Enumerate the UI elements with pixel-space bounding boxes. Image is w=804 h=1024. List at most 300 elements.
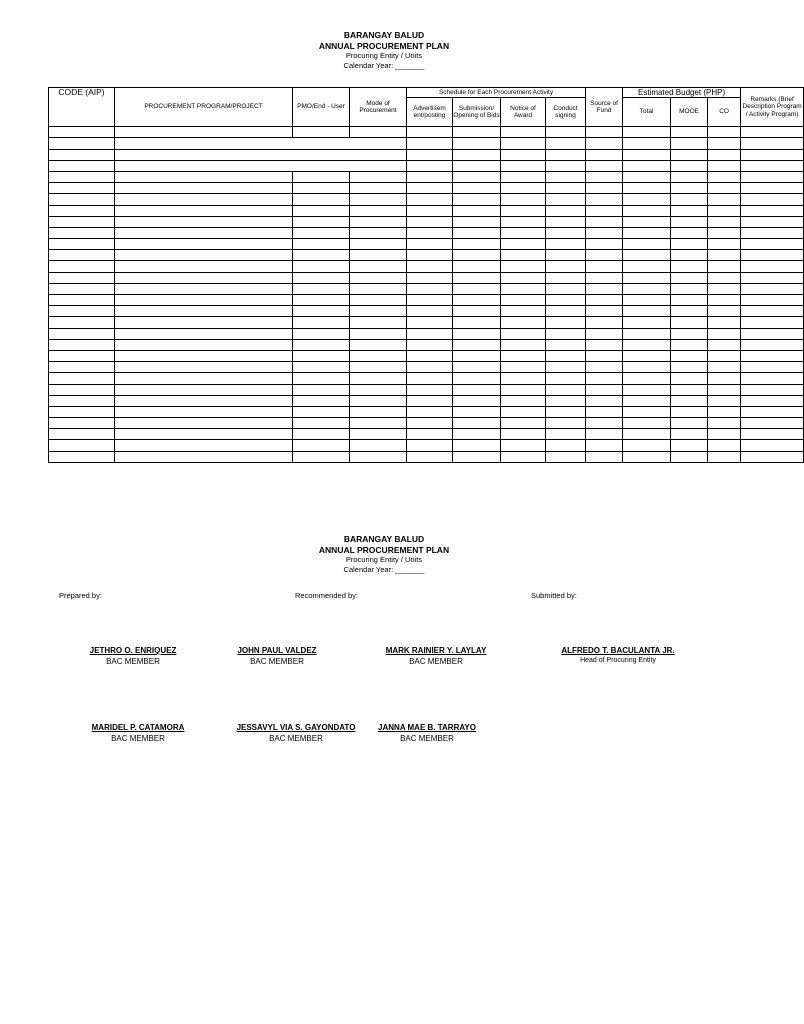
- signatory-role: BAC MEMBER: [269, 734, 323, 743]
- table-cell: [708, 384, 741, 395]
- table-cell: [741, 205, 804, 216]
- table-cell: [546, 451, 586, 462]
- table-cell: [741, 328, 804, 339]
- table-cell: [671, 373, 708, 384]
- table-cell: [293, 395, 350, 406]
- table-cell: [546, 239, 586, 250]
- table-cell: [501, 227, 546, 238]
- table-cell: [407, 250, 453, 261]
- table-cell: [350, 127, 407, 138]
- table-cell: [623, 440, 671, 451]
- signatory: [53, 723, 223, 743]
- table-cell: [741, 362, 804, 373]
- table-cell: [741, 194, 804, 205]
- table-cell: [350, 295, 407, 306]
- table-cell: [293, 306, 350, 317]
- table-cell: [741, 183, 804, 194]
- table-cell: [49, 127, 115, 138]
- table-cell: [501, 395, 546, 406]
- table-row: [49, 261, 804, 272]
- table-cell: [708, 149, 741, 160]
- table-cell: [586, 250, 623, 261]
- table-cell: [350, 451, 407, 462]
- table-row: [49, 317, 804, 328]
- table-cell: [115, 339, 293, 350]
- table-cell: [501, 160, 546, 171]
- table-cell: [453, 317, 501, 328]
- table-cell: [586, 295, 623, 306]
- table-row: [49, 194, 804, 205]
- table-cell: [546, 227, 586, 238]
- table-cell: [623, 194, 671, 205]
- table-cell: [671, 183, 708, 194]
- table-cell: [586, 429, 623, 440]
- table-cell: [708, 272, 741, 283]
- table-cell: [546, 171, 586, 182]
- table-cell: [623, 205, 671, 216]
- table-cell: [407, 384, 453, 395]
- signatory-name: JESSAVYL VIA S. GAYONDATO: [236, 723, 356, 732]
- signatory-name: JOHN PAUL VALDEZ: [237, 646, 317, 655]
- table-cell: [708, 160, 741, 171]
- table-cell: [49, 328, 115, 339]
- header-advertisement-posting: Advertisem ent/posting: [407, 98, 453, 127]
- table-cell: [115, 406, 293, 417]
- table-cell: [293, 261, 350, 272]
- table-cell: [586, 149, 623, 160]
- table-cell: [49, 250, 115, 261]
- table-cell: [49, 272, 115, 283]
- table-cell: [623, 339, 671, 350]
- table-cell: [115, 328, 293, 339]
- table-row: [49, 395, 804, 406]
- table-cell: [49, 160, 115, 171]
- table-cell: [708, 283, 741, 294]
- table-cell: [586, 339, 623, 350]
- table-row: [49, 272, 804, 283]
- table-cell: [115, 395, 293, 406]
- signatory: [533, 646, 703, 664]
- table-cell: [586, 328, 623, 339]
- table-cell: [453, 171, 501, 182]
- table-row: [49, 362, 804, 373]
- footer-procuring-entity-line: Procuring Entity / Units: [345, 555, 423, 565]
- table-cell: [293, 373, 350, 384]
- table-cell: [407, 205, 453, 216]
- table-cell: [293, 350, 350, 361]
- signatory-name: JETHRO O. ENRIQUEZ: [89, 646, 177, 655]
- table-row: [49, 440, 804, 451]
- table-cell: [741, 440, 804, 451]
- table-cell: [49, 171, 115, 182]
- table-cell: [407, 138, 453, 149]
- table-row: [49, 149, 804, 160]
- table-cell: [586, 440, 623, 451]
- table-cell: [453, 339, 501, 350]
- table-cell: [623, 451, 671, 462]
- table-cell: [115, 138, 407, 149]
- signatory-role: BAC MEMBER: [106, 657, 160, 666]
- table-cell: [546, 261, 586, 272]
- table-cell: [741, 160, 804, 171]
- table-row: [49, 429, 804, 440]
- table-cell: [407, 261, 453, 272]
- table-cell: [293, 250, 350, 261]
- table-cell: [407, 306, 453, 317]
- table-cell: [546, 216, 586, 227]
- table-cell: [671, 451, 708, 462]
- table-cell: [546, 160, 586, 171]
- table-cell: [671, 418, 708, 429]
- table-cell: [546, 362, 586, 373]
- table-cell: [115, 149, 407, 160]
- table-cell: [350, 317, 407, 328]
- table-cell: [293, 205, 350, 216]
- table-cell: [49, 149, 115, 160]
- table-cell: [708, 440, 741, 451]
- document-header: [0, 30, 768, 70]
- table-cell: [586, 451, 623, 462]
- table-cell: [501, 183, 546, 194]
- table-cell: [293, 328, 350, 339]
- table-cell: [741, 418, 804, 429]
- table-cell: [293, 239, 350, 250]
- table-cell: [350, 272, 407, 283]
- table-cell: [49, 194, 115, 205]
- table-cell: [407, 362, 453, 373]
- table-cell: [350, 373, 407, 384]
- table-cell: [350, 194, 407, 205]
- plan-title: ANNUAL PROCUREMENT PLAN: [318, 40, 450, 51]
- table-cell: [407, 395, 453, 406]
- table-row: [49, 339, 804, 350]
- table-cell: [501, 149, 546, 160]
- table-cell: [115, 194, 293, 205]
- table-cell: [708, 451, 741, 462]
- table-cell: [293, 283, 350, 294]
- table-cell: [741, 339, 804, 350]
- table-cell: [49, 183, 115, 194]
- table-cell: [586, 306, 623, 317]
- table-cell: [741, 429, 804, 440]
- table-cell: [671, 205, 708, 216]
- table-cell: [546, 406, 586, 417]
- table-cell: [115, 306, 293, 317]
- table-cell: [586, 171, 623, 182]
- table-cell: [293, 194, 350, 205]
- barangay-name: BARANGAY BALUD: [343, 30, 425, 40]
- table-cell: [49, 362, 115, 373]
- table-cell: [293, 406, 350, 417]
- table-cell: [671, 339, 708, 350]
- table-cell: [453, 205, 501, 216]
- table-row: [49, 227, 804, 238]
- table-cell: [708, 328, 741, 339]
- table-cell: [623, 406, 671, 417]
- table-cell: [407, 272, 453, 283]
- table-cell: [293, 295, 350, 306]
- table-cell: [453, 429, 501, 440]
- table-cell: [407, 406, 453, 417]
- table-cell: [546, 373, 586, 384]
- table-cell: [407, 418, 453, 429]
- table-cell: [671, 440, 708, 451]
- table-cell: [453, 261, 501, 272]
- header-total: Total: [623, 98, 671, 127]
- table-row: [49, 283, 804, 294]
- table-cell: [501, 205, 546, 216]
- table-cell: [350, 250, 407, 261]
- table-cell: [501, 418, 546, 429]
- table-cell: [671, 429, 708, 440]
- table-cell: [453, 406, 501, 417]
- table-cell: [623, 239, 671, 250]
- table-cell: [350, 406, 407, 417]
- table-cell: [586, 272, 623, 283]
- table-cell: [407, 328, 453, 339]
- table-cell: [671, 295, 708, 306]
- table-row: [49, 451, 804, 462]
- table-cell: [407, 227, 453, 238]
- table-cell: [350, 205, 407, 216]
- table-cell: [293, 171, 350, 182]
- table-cell: [115, 373, 293, 384]
- table-cell: [501, 127, 546, 138]
- table-cell: [586, 395, 623, 406]
- table-row: [49, 160, 804, 171]
- table-cell: [350, 418, 407, 429]
- table-row: [49, 418, 804, 429]
- table-cell: [407, 429, 453, 440]
- submitted-by-label: Submitted by:: [531, 591, 577, 600]
- table-row: [49, 295, 804, 306]
- table-cell: [586, 194, 623, 205]
- table-cell: [546, 328, 586, 339]
- table-cell: [453, 418, 501, 429]
- table-cell: [501, 373, 546, 384]
- header-source-of-fund: Source of Fund: [586, 88, 623, 127]
- table-cell: [49, 306, 115, 317]
- table-cell: [623, 362, 671, 373]
- table-cell: [115, 272, 293, 283]
- table-cell: [741, 306, 804, 317]
- signatory: [342, 723, 512, 743]
- table-cell: [49, 373, 115, 384]
- table-cell: [623, 216, 671, 227]
- table-cell: [350, 216, 407, 227]
- table-cell: [708, 362, 741, 373]
- table-cell: [115, 295, 293, 306]
- table-cell: [708, 138, 741, 149]
- table-cell: [407, 160, 453, 171]
- table-cell: [293, 451, 350, 462]
- table-cell: [501, 216, 546, 227]
- table-cell: [350, 395, 407, 406]
- table-cell: [546, 295, 586, 306]
- header-mode-of-procurement: Mode of Procurement: [350, 88, 407, 127]
- table-cell: [350, 306, 407, 317]
- table-cell: [407, 339, 453, 350]
- table-cell: [350, 384, 407, 395]
- table-cell: [453, 194, 501, 205]
- table-cell: [501, 283, 546, 294]
- table-cell: [623, 138, 671, 149]
- table-cell: [501, 362, 546, 373]
- table-cell: [708, 127, 741, 138]
- table-cell: [49, 339, 115, 350]
- signatory-role: BAC MEMBER: [409, 657, 463, 666]
- table-cell: [741, 317, 804, 328]
- table-cell: [671, 227, 708, 238]
- table-cell: [49, 384, 115, 395]
- table-cell: [623, 429, 671, 440]
- table-cell: [671, 194, 708, 205]
- table-cell: [453, 295, 501, 306]
- table-cell: [623, 160, 671, 171]
- calendar-year-line: Calendar Year: _______: [343, 60, 425, 70]
- table-cell: [501, 138, 546, 149]
- table-row: [49, 373, 804, 384]
- table-cell: [293, 429, 350, 440]
- table-cell: [453, 373, 501, 384]
- signatory-name: JANNA MAE B. TARRAYO: [378, 723, 476, 732]
- table-cell: [501, 440, 546, 451]
- table-cell: [708, 239, 741, 250]
- footer-header: [0, 534, 768, 574]
- header-pmo-end-user: PMO/End - User: [293, 88, 350, 127]
- table-cell: [546, 306, 586, 317]
- table-cell: [708, 317, 741, 328]
- table-cell: [586, 216, 623, 227]
- table-cell: [741, 171, 804, 182]
- signatory-role: BAC MEMBER: [250, 657, 304, 666]
- table-cell: [407, 451, 453, 462]
- table-cell: [49, 440, 115, 451]
- table-row: [49, 138, 804, 149]
- table-cell: [501, 339, 546, 350]
- table-cell: [115, 317, 293, 328]
- procurement-plan-table: [48, 87, 804, 463]
- table-cell: [350, 429, 407, 440]
- table-cell: [350, 283, 407, 294]
- table-cell: [623, 418, 671, 429]
- table-cell: [293, 272, 350, 283]
- table-row: [49, 171, 804, 182]
- table-cell: [708, 373, 741, 384]
- table-cell: [49, 317, 115, 328]
- table-cell: [708, 194, 741, 205]
- table-row: [49, 239, 804, 250]
- table-cell: [453, 227, 501, 238]
- table-cell: [115, 362, 293, 373]
- table-row: [49, 216, 804, 227]
- table-cell: [546, 350, 586, 361]
- table-cell: [671, 328, 708, 339]
- table-cell: [741, 406, 804, 417]
- table-cell: [453, 239, 501, 250]
- header-submission-opening: Submission/ Opening of Bids: [453, 98, 501, 127]
- table-cell: [623, 350, 671, 361]
- table-cell: [546, 194, 586, 205]
- table-cell: [586, 160, 623, 171]
- table-cell: [546, 149, 586, 160]
- table-cell: [546, 339, 586, 350]
- table-cell: [623, 261, 671, 272]
- table-cell: [501, 272, 546, 283]
- table-cell: [453, 440, 501, 451]
- header-estimated-budget: Estimated Budget (PHP): [623, 88, 741, 98]
- signatory-name: MARK RAINIER Y. LAYLAY: [385, 646, 487, 655]
- table-cell: [671, 250, 708, 261]
- table-cell: [49, 395, 115, 406]
- table-row: [49, 183, 804, 194]
- table-cell: [623, 395, 671, 406]
- signatory-role: Head of Procuring Entity: [580, 657, 656, 664]
- table-cell: [671, 138, 708, 149]
- header-schedule-group: Schedule for Each Procurement Activity: [407, 88, 586, 98]
- table-cell: [501, 350, 546, 361]
- table-cell: [741, 451, 804, 462]
- table-cell: [741, 149, 804, 160]
- table-cell: [115, 440, 293, 451]
- table-cell: [115, 227, 293, 238]
- table-cell: [708, 339, 741, 350]
- table-cell: [115, 205, 293, 216]
- table-cell: [115, 350, 293, 361]
- table-cell: [586, 183, 623, 194]
- table-cell: [49, 261, 115, 272]
- table-cell: [293, 227, 350, 238]
- table-cell: [741, 295, 804, 306]
- table-cell: [115, 429, 293, 440]
- footer-barangay-name: BARANGAY BALUD: [343, 534, 425, 544]
- procuring-entity-line: Procuring Entity / Units: [345, 51, 423, 61]
- table-cell: [501, 171, 546, 182]
- table-cell: [708, 227, 741, 238]
- table-cell: [407, 194, 453, 205]
- table-cell: [623, 317, 671, 328]
- table-row: [49, 350, 804, 361]
- recommended-by-label: Recommended by:: [295, 591, 358, 600]
- table-cell: [407, 183, 453, 194]
- table-cell: [115, 384, 293, 395]
- signatory-name: ALFREDO T. BACULANTA JR.: [561, 646, 675, 655]
- table-cell: [623, 149, 671, 160]
- table-cell: [453, 283, 501, 294]
- table-cell: [49, 350, 115, 361]
- table-cell: [407, 239, 453, 250]
- table-cell: [453, 384, 501, 395]
- table-cell: [708, 395, 741, 406]
- table-cell: [586, 317, 623, 328]
- table-cell: [708, 306, 741, 317]
- table-cell: [546, 205, 586, 216]
- table-cell: [453, 395, 501, 406]
- header-procurement-program: PROCUREMENT PROGRAM/PROJECT: [115, 88, 293, 127]
- table-cell: [586, 127, 623, 138]
- table-cell: [115, 250, 293, 261]
- table-cell: [671, 406, 708, 417]
- table-cell: [741, 127, 804, 138]
- table-cell: [623, 283, 671, 294]
- signatory: [351, 646, 521, 666]
- table-cell: [671, 306, 708, 317]
- table-cell: [115, 127, 293, 138]
- table-cell: [49, 406, 115, 417]
- table-cell: [453, 451, 501, 462]
- table-cell: [407, 373, 453, 384]
- table-cell: [741, 261, 804, 272]
